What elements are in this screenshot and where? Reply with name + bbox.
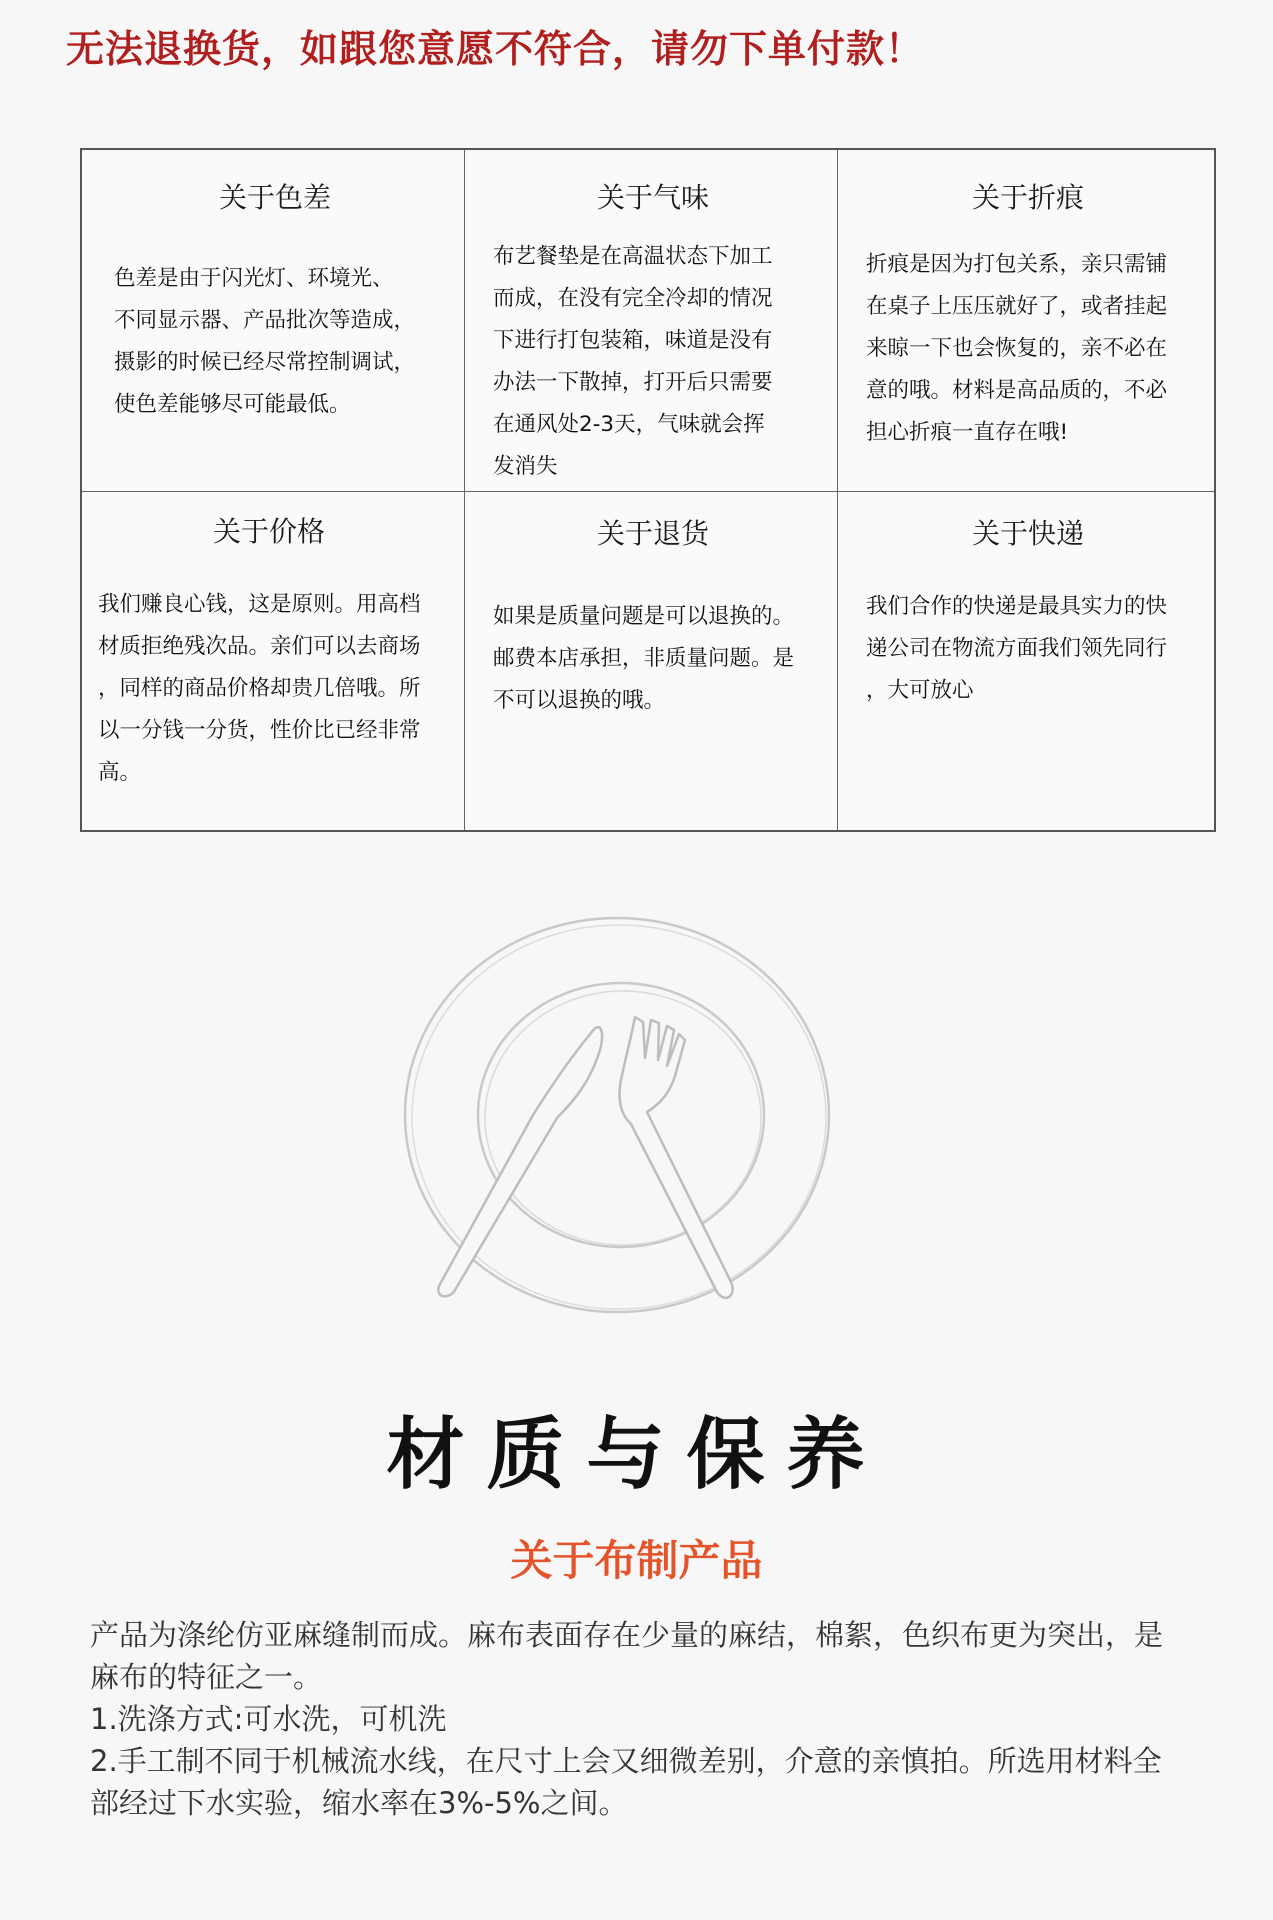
faq-cell-price [82,492,465,830]
faq-cell-crease [838,150,1214,492]
section-subtitle: 关于布制产品 [510,1536,763,1585]
section-title: 材质与保养 [386,1409,887,1500]
faq-body: 我们合作的快递是最具实力的快 递公司在物流方面我们领先同行 ，大可放心 [866,594,1168,703]
faq-table [80,148,1216,832]
plate-knife-fork-icon [395,910,835,1320]
faq-title: 关于色差 [218,181,331,214]
faq-title: 关于折痕 [971,181,1084,214]
care-paragraph: 产品为涤纶仿亚麻缝制而成。麻布表面存在少量的麻结，棉絮，色织布更为突出，是麻布的特征之一。 [90,1618,1164,1694]
faq-title: 关于气味 [596,181,709,214]
faq-body: 色差是由于闪光灯、环境光、 不同显示器、产品批次等造成， 摄影的时候已经尽常控制调试， 使色差能够尽可能最低。 [114,266,416,417]
faq-body: 如果是质量问题是可以退换的。 邮费本店承担，非质量问题。是 不可以退换的哦。 [493,604,795,713]
faq-cell-shipping [838,492,1214,830]
faq-body: 我们赚良心钱，这是原则。用高档 材质拒绝残次品。亲们可以去商场 ，同样的商品价格却贵几倍哦。所 以一分钱一分货，性价比已经非常 高。 [98,592,421,785]
faq-title: 关于快递 [971,517,1084,550]
care-paragraph: 1.洗涤方式:可水洗，可机洗 [90,1702,447,1736]
faq-cell-odor [465,150,838,492]
faq-cell-color [82,150,465,492]
warning-banner: 无法退换货，如跟您意愿不符合，请勿下单付款！ [66,27,925,71]
faq-body: 折痕是因为打包关系，亲只需铺 在桌子上压压就好了，或者挂起 来晾一下也会恢复的，亲不必在 意的哦。材料是高品质的，不必 担心折痕一直存在哦! [866,252,1168,445]
faq-body: 布艺餐垫是在高温状态下加工 而成，在没有完全冷却的情况 下进行打包装箱，味道是没有 办法一下散掉，打开后只需要 在通风处2-3天，气味就会挥 发消失 [493,244,773,479]
care-instructions [90,1614,1190,1824]
faq-cell-return [465,492,838,830]
faq-title: 关于退货 [596,517,709,550]
faq-title: 关于价格 [212,515,325,548]
care-paragraph: 2.手工制不同于机械流水线，在尺寸上会又细微差别，介意的亲慎拍。所选用材料全部经过下水实验，缩水率在3%-5%之间。 [90,1744,1162,1820]
